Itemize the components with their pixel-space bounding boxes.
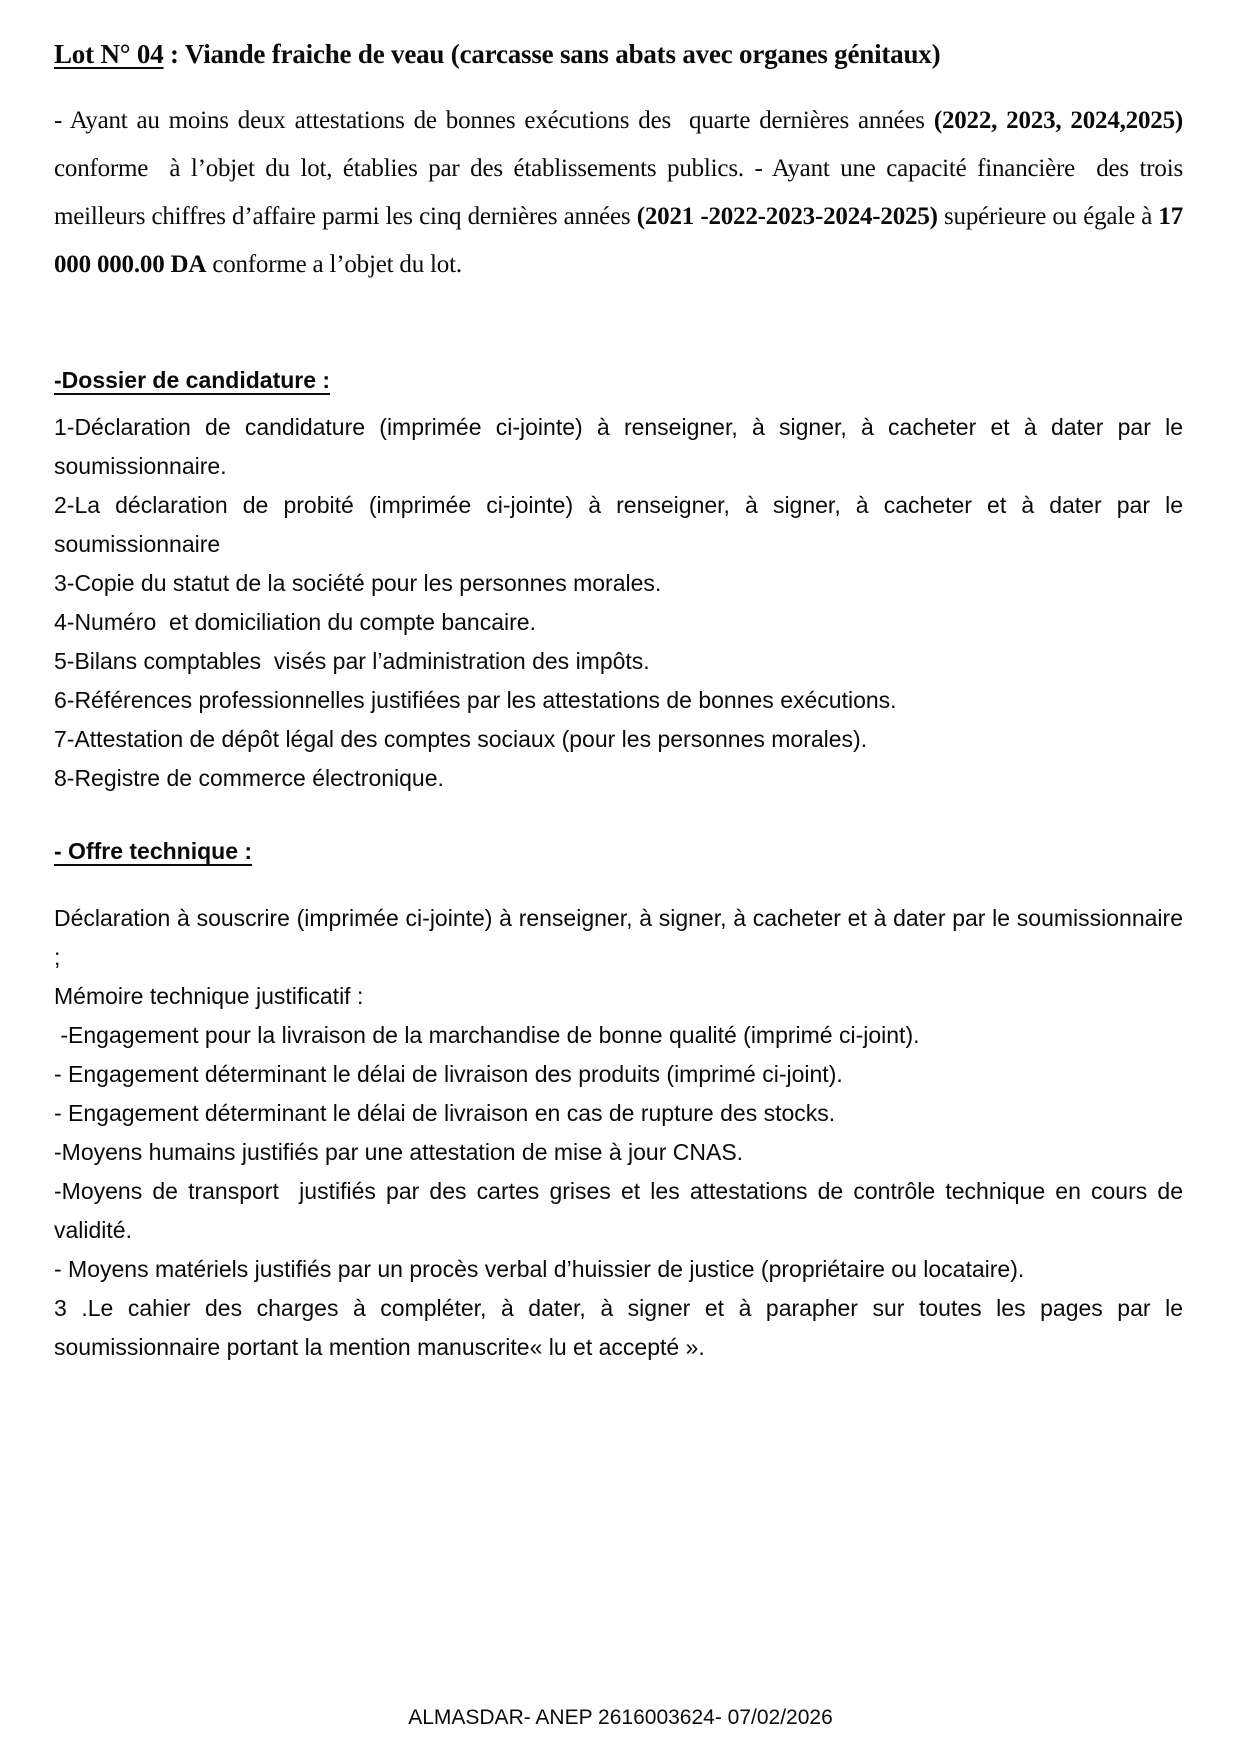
section-heading-technique: - Offre technique : [54, 838, 253, 864]
dossier-item-4: 4-Numéro et domiciliation du compte bancaire. [54, 609, 536, 635]
dossier-item-7: 7-Attestation de dépôt légal des comptes sociaux (pour les personnes morales). [54, 726, 868, 752]
technique-line-6: -Moyens humains justifiés par une attestation de mise à jour CNAS. [54, 1139, 744, 1165]
page-title [54, 38, 1183, 71]
intro-segment: - Ayant au moins deux attestations de bonnes exécutions des quarte dernières années [54, 107, 934, 134]
technique-line-1: Déclaration à souscrire (imprimée ci-jointe) à renseigner, à signer, à cacheter et à dater par le soumissionnaire ; [54, 905, 1190, 970]
dossier-item-8: 8-Registre de commerce électronique. [54, 765, 444, 791]
intro-paragraph [54, 97, 1196, 289]
intro-segment: conforme a l’objet du lot. [206, 251, 462, 278]
technique-line-3: -Engagement pour la livraison de la marchandise de bonne qualité (imprimé ci-joint). [54, 1022, 920, 1048]
technique-line-4: - Engagement déterminant le délai de livraison des produits (imprimé ci-joint). [54, 1061, 843, 1087]
intro-segment: supérieure ou égale à [937, 203, 1159, 230]
technique-line-7: -Moyens de transport justifiés par des cartes grises et les attestations de contrôle technique en cours de validité. [54, 1178, 1190, 1243]
technique-line-8: - Moyens matériels justifiés par un procès verbal d’huissier de justice (propriétaire ou locataire). [54, 1256, 1025, 1282]
technique-line-2: Mémoire technique justificatif : [54, 983, 364, 1009]
lot-title-text: : Viande fraiche de veau (carcasse sans abats avec organes génitaux) [163, 39, 941, 69]
lot-number: Lot N° 04 [54, 39, 164, 69]
intro-years-bold: (2022, 2023, 2024,2025) [933, 107, 1183, 134]
intro-amount-bold: 17 000 000.00 DA [54, 203, 1190, 278]
intro-years-bold: (2021 -2022-2023-2024-2025) [636, 203, 938, 230]
technique-line-9: 3 .Le cahier des charges à compléter, à dater, à signer et à parapher sur toutes les pages par le soumissionnaire portant la mention manuscrite« lu et accepté ». [54, 1295, 1190, 1360]
dossier-item-3: 3-Copie du statut de la société pour les personnes morales. [54, 570, 662, 596]
dossier-item-2: 2-La déclaration de probité (imprimée ci-jointe) à renseigner, à signer, à cacheter et à dater par le soumissionnaire [54, 492, 1190, 557]
intro-segment: conforme à l’objet du lot, établies par des établissements publics. - Ayant une capacité financière des trois meilleurs chiffres d’affaire parmi les cinq dernières années [54, 107, 1196, 230]
section-heading-dossier: -Dossier de candidature : [54, 367, 331, 393]
dossier-item-6: 6-Références professionnelles justifiées par les attestations de bonnes exécutions. [54, 687, 897, 713]
technique-line-5: - Engagement déterminant le délai de livraison en cas de rupture des stocks. [54, 1100, 836, 1126]
dossier-item-1: 1-Déclaration de candidature (imprimée ci-jointe) à renseigner, à signer, à cacheter et à dater par le soumissionnaire. [54, 414, 1190, 479]
dossier-item-5: 5-Bilans comptables visés par l’administration des impôts. [54, 648, 650, 674]
footer-publication-note: ALMASDAR- ANEP 2616003624- 07/02/2026 [408, 1706, 833, 1729]
